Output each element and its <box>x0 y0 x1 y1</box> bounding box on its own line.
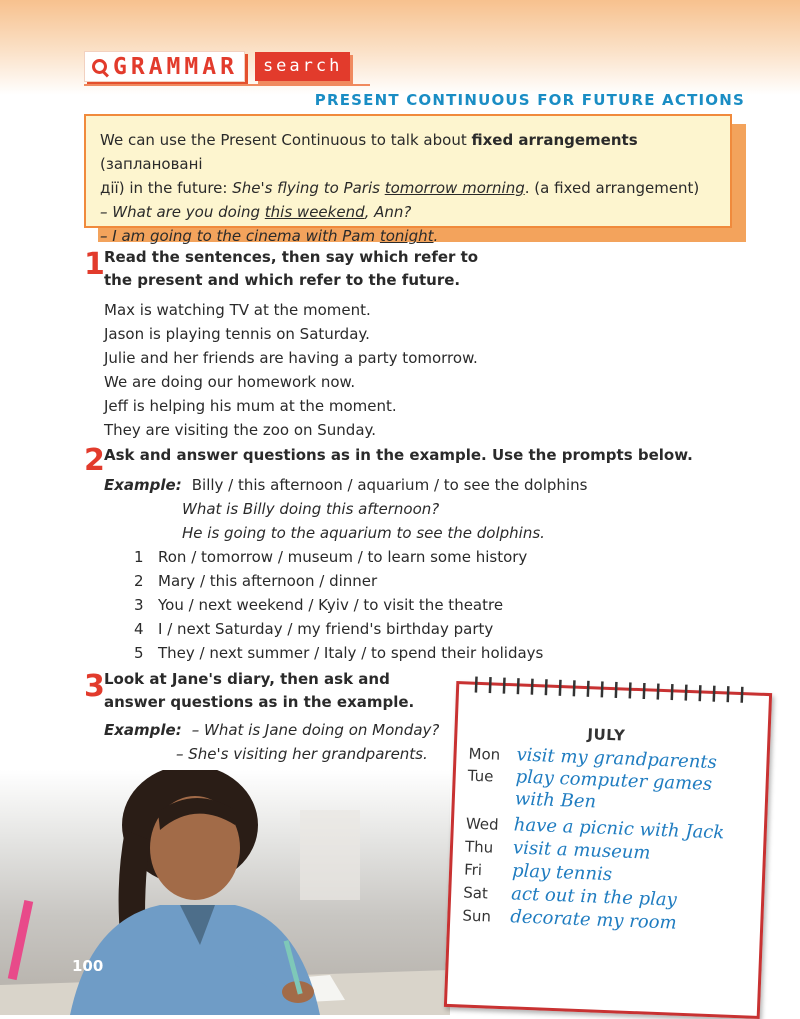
search-label: search <box>255 52 350 81</box>
example-label: Example: <box>104 476 182 494</box>
example-label: Example: <box>104 721 182 739</box>
exercise-3-number: 3 <box>84 669 105 704</box>
girl-writing-illustration <box>0 770 450 1015</box>
sentence: Jason is playing tennis on Saturday. <box>104 325 370 343</box>
exercise-1-sentences <box>104 298 478 442</box>
rule-line-3: – What are you doing this weekend, Ann? <box>100 203 412 221</box>
grammar-label: GRAMMAR <box>113 53 238 80</box>
exercise-2-number: 2 <box>84 443 105 478</box>
magnifier-icon <box>91 58 109 76</box>
sentence: They are visiting the zoo on Sunday. <box>104 421 377 439</box>
exercise-3-example: Example: – What is Jane doing on Monday? – She's visiting her grandparents. <box>104 721 440 763</box>
list-item: 4 I / next Saturday / my friend's birthday party <box>134 620 494 638</box>
page-number: 100 <box>72 957 104 975</box>
list-item: 3 You / next weekend / Kyiv / to visit the theatre <box>134 596 504 614</box>
photo-girl-writing <box>0 770 450 1015</box>
rule-line-1: We can use the Present Continuous to talk about fixed arrangements (заплановані <box>100 131 638 173</box>
grammar-search-banner <box>84 50 350 83</box>
sentence: Max is watching TV at the moment. <box>104 301 371 319</box>
exercise-2-example: Example: Billy / this afternoon / aquarium / to see the dolphins What is Billy doing this afternoon? He is going to the aquarium to see the dolphins. <box>104 476 588 542</box>
exercise-1-instruction: Read the sentences, then say which refer to the present and which refer to the future. <box>104 248 479 289</box>
exercise-2-instruction: Ask and answer questions as in the example. Use the prompts below. <box>104 446 693 464</box>
banner-underline <box>84 84 370 86</box>
exercise-2-prompts <box>134 545 543 665</box>
diary-notepad: JULY Mon visit my grandparents Tue play computer games with Ben Wed have a picnic with Jack Thu visit a museum Fri play tennis Sat act out in the play Sun decorate my room <box>444 681 772 1019</box>
diary-month: JULY <box>587 725 626 745</box>
exercise-1-number: 1 <box>84 247 105 282</box>
sentence: We are doing our homework now. <box>104 373 356 391</box>
grammar-label-box <box>84 51 245 82</box>
list-item: 2 Mary / this afternoon / dinner <box>134 572 378 590</box>
exercise-3-instruction: Look at Jane's diary, then ask and answer questions as in the example. <box>104 670 415 711</box>
rule-line-4: – I am going to the cinema with Pam tonight. <box>100 227 439 245</box>
sentence: Jeff is helping his mum at the moment. <box>104 397 397 415</box>
list-item: 5 They / next summer / Italy / to spend their holidays <box>134 644 544 662</box>
section-subheading: PRESENT CONTINUOUS FOR FUTURE ACTIONS <box>314 91 745 109</box>
grammar-rule-box <box>84 114 732 245</box>
sentence: Julie and her friends are having a party tomorrow. <box>104 349 478 367</box>
rule-line-2: дії) in the future: She's flying to Paris tomorrow morning. (a fixed arrangement) <box>100 179 700 197</box>
list-item: 1 Ron / tomorrow / museum / to learn some history <box>134 548 528 566</box>
